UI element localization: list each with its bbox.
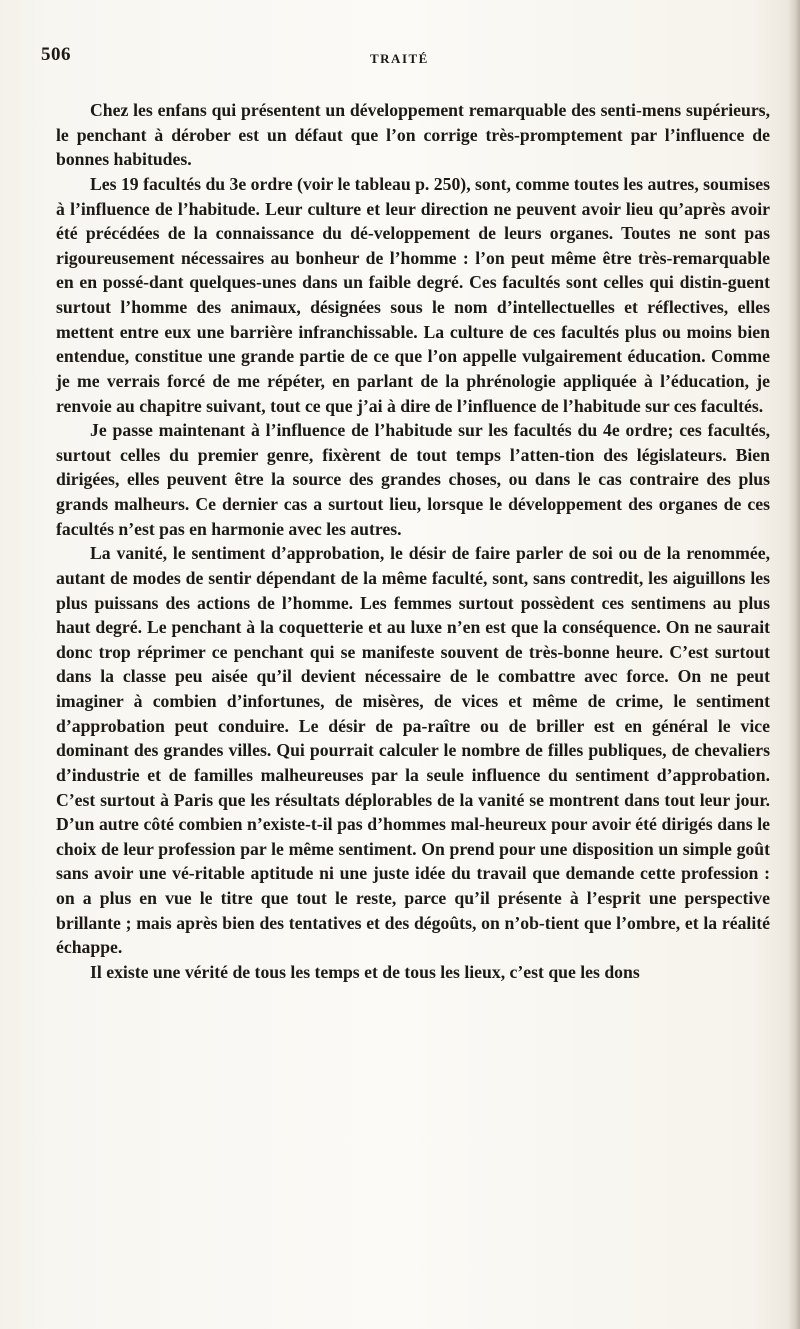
paragraph-2: Les 19 facultés du 3e ordre (voir le tableau p. 250), sont, comme toutes les autres, soumises à l’influence de l’habitude. Leur culture et leur direction ne peuvent avoir lieu qu’après avoir été précédées de la connaissance du dé-veloppement de leurs organes. Toutes ne sont pas rigoureusement nécessaires au bonheur de l’homme : l’on peut même être très-remarquable en en possé-dant quelques-unes dans un faible degré. Ces facultés sont celles qui distin-guent surtout l’homme des animaux, désignées sous le nom d’intellectuelles et réflectives, elles mettent entre eux une barrière infranchissable. La culture de ces facultés plus ou moins bien entendue, constitue une grande partie de ce que l’on appelle vulgairement éducation. Comme je me verrais forcé de me répéter, en parlant de la phrénologie appliquée à l’éducation, je renvoie au chapitre suivant, tout ce que j’ai à dire de l’influence de l’habitude sur ces facultés. xyxy=(56,173,770,416)
running-head: TRAITÉ xyxy=(370,51,429,66)
body-text xyxy=(56,98,770,985)
page-header xyxy=(0,44,800,74)
paragraph-4: La vanité, le sentiment d’approbation, le désir de faire parler de soi ou de la renommée, autant de modes de sentir dépendant de la même faculté, sont, sans contredit, les aiguillons les plus puissans des actions de l’homme. Les femmes surtout possèdent ces sentimens au plus haut degré. Le penchant à la coquetterie et au luxe n’en est que la conséquence. On ne saurait donc trop réprimer ce penchant qui se manifeste souvent de très-bonne heure. C’est surtout dans la classe peu aisée qu’il devient nécessaire de le combattre avec force. On ne peut imaginer à combien d’infortunes, de misères, de vices et même de crime, le sentiment d’approbation peut conduire. Le désir de pa-raître ou de briller est en général le vice dominant des grandes villes. Qui pourrait calculer le nombre de filles publiques, de chevaliers d’industrie et de familles malheureuses par la seule influence du sentiment d’approbation. C’est surtout à Paris que les résultats déplorables de la vanité se montrent dans tout leur jour. D’un autre côté combien n’existe-t-il pas d’hommes mal-heureux pour avoir été dirigés dans le choix de leur profession par le même sentiment. On prend pour une disposition un simple goût sans avoir une vé-ritable aptitude ni une juste idée du travail que demande cette profession : on a plus en vue le titre que tout le reste, parce qu’il présente à l’esprit une perspective brillante ; mais après bien des tentatives et des dégoûts, on n’ob-tient que l’ombre, et la réalité échappe. xyxy=(56,543,770,958)
page-edge-shadow xyxy=(788,0,800,1329)
page-number: 506 xyxy=(41,44,71,65)
paragraph-5: Il existe une vérité de tous les temps et de tous les lieux, c’est que les dons xyxy=(90,961,640,982)
paragraph-3: Je passe maintenant à l’influence de l’habitude sur les facultés du 4e ordre; ces facultés, surtout celles du premier genre, fixèrent de tout temps l’atten-tion des législateurs. Bien dirigées, elles peuvent être la source des grandes choses, ou dans le cas contraire des plus grands malheurs. Ce dernier cas a surtout lieu, lorsque le développement des organes de ces facultés n’est pas en harmonie avec les autres. xyxy=(56,420,770,539)
paragraph-1: Chez les enfans qui présentent un développement remarquable des senti-mens supérieurs, le penchant à dérober est un défaut que l’on corrige très-promptement par l’influence de bonnes habitudes. xyxy=(56,100,770,170)
